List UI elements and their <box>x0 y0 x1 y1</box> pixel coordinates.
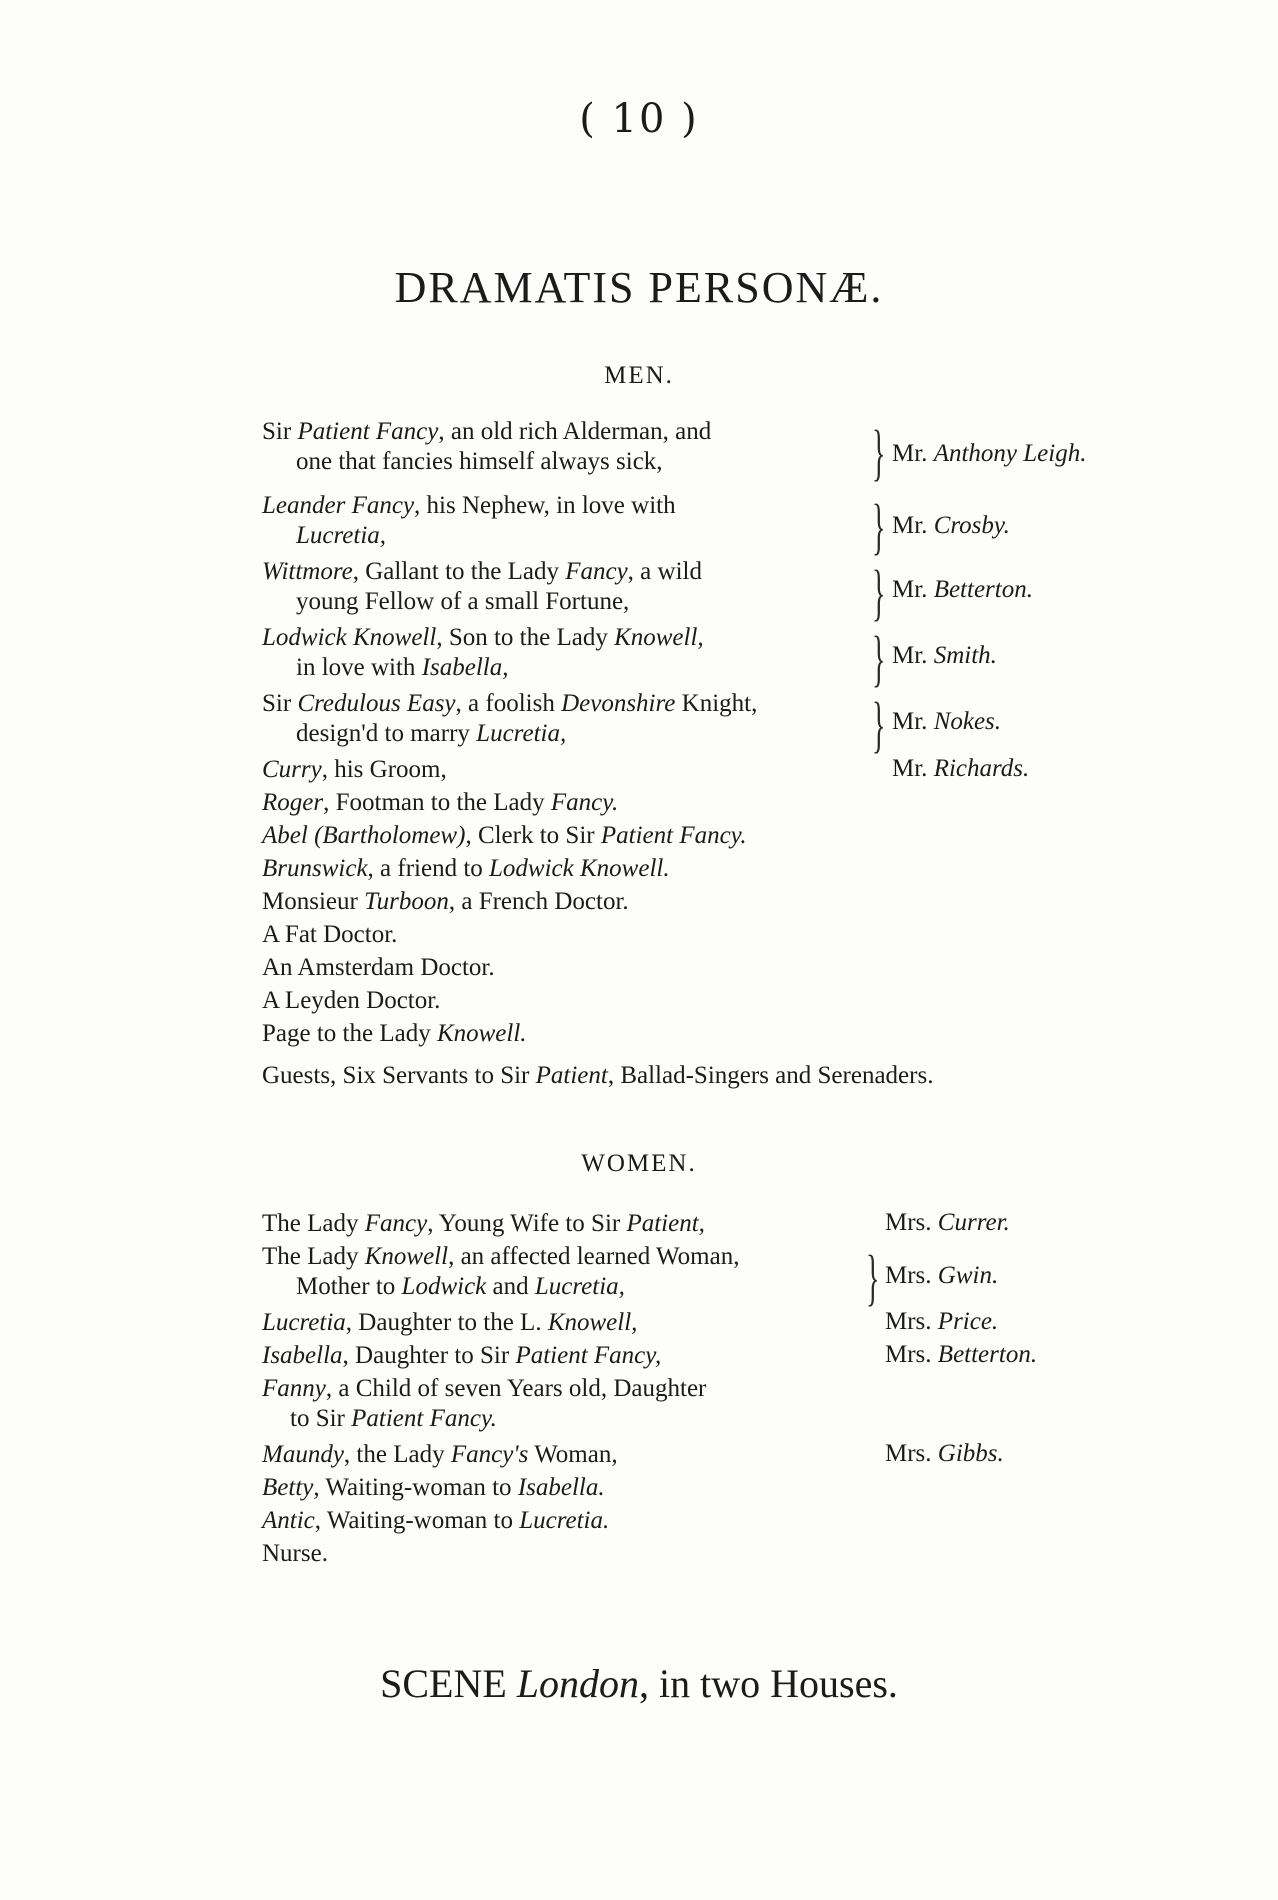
role-isabella: Isabella, Daughter to Sir Patient Fancy, <box>262 1342 662 1369</box>
actor-anthony-leigh: Mr. Anthony Leigh. <box>892 440 1087 467</box>
role-leander-fancy: Leander Fancy, his Nephew, in love with Lucretia, <box>262 492 676 549</box>
role-abel: Abel (Bartholomew), Clerk to Sir Patient Fancy. <box>262 822 747 849</box>
role-curry: Curry, his Groom, <box>262 756 447 783</box>
actor-price: Mrs. Price. <box>885 1308 999 1335</box>
role-sir-patient-fancy: Sir Patient Fancy, an old rich Alderman, and one that fancies himself always sick, <box>262 418 712 475</box>
role-lady-fancy: The Lady Fancy, Young Wife to Sir Patient, <box>262 1210 705 1237</box>
page-title: DRAMATIS PERSONÆ. <box>394 263 884 312</box>
brace: } <box>872 493 886 561</box>
page-number: ( 10 ) <box>579 96 699 142</box>
actor-nokes: Mr. Nokes. <box>892 708 1002 735</box>
role-amsterdam-doctor: An Amsterdam Doctor. <box>262 954 495 981</box>
brace: } <box>872 625 886 693</box>
role-betty: Betty, Waiting-woman to Isabella. <box>262 1474 605 1501</box>
role-maundy: Maundy, the Lady Fancy's Woman, <box>262 1441 618 1468</box>
role-page: Page to the Lady Knowell. <box>262 1020 527 1047</box>
role-lady-knowell: The Lady Knowell, an affected learned Woman, Mother to Lodwick and Lucretia, <box>262 1243 740 1300</box>
men-heading: MEN. <box>604 362 674 389</box>
brace: } <box>866 1244 880 1312</box>
actor-gibbs: Mrs. Gibbs. <box>885 1440 1004 1467</box>
women-heading: WOMEN. <box>581 1150 697 1177</box>
role-brunswick: Brunswick, a friend to Lodwick Knowell. <box>262 855 670 882</box>
role-leyden-doctor: A Leyden Doctor. <box>262 987 441 1014</box>
role-fanny: Fanny, a Child of seven Years old, Daughter to Sir Patient Fancy. <box>262 1375 707 1432</box>
actor-currer: Mrs. Currer. <box>885 1209 1010 1236</box>
actor-smith: Mr. Smith. <box>892 642 997 669</box>
brace: } <box>872 419 886 487</box>
role-sir-credulous-easy: Sir Credulous Easy, a foolish Devonshire Knight, design'd to marry Lucretia, <box>262 690 758 747</box>
actor-betterton-mrs: Mrs. Betterton. <box>885 1341 1038 1368</box>
scene-line: SCENE London, in two Houses. <box>380 1661 898 1706</box>
brace: } <box>872 559 886 627</box>
actor-richards: Mr. Richards. <box>892 755 1030 782</box>
role-monsieur-turboon: Monsieur Turboon, a French Doctor. <box>262 888 629 915</box>
brace: } <box>872 691 886 759</box>
actor-betterton: Mr. Betterton. <box>892 576 1033 603</box>
actor-gwin: Mrs. Gwin. <box>885 1262 999 1289</box>
role-lucretia: Lucretia, Daughter to the L. Knowell, <box>262 1309 638 1336</box>
role-fat-doctor: A Fat Doctor. <box>262 921 398 948</box>
role-antic: Antic, Waiting-woman to Lucretia. <box>262 1507 610 1534</box>
role-wittmore: Wittmore, Gallant to the Lady Fancy, a wild young Fellow of a small Fortune, <box>262 558 702 615</box>
role-roger: Roger, Footman to the Lady Fancy. <box>262 789 619 816</box>
actor-crosby: Mr. Crosby. <box>892 512 1010 539</box>
role-nurse: Nurse. <box>262 1540 328 1567</box>
role-lodwick-knowell: Lodwick Knowell, Son to the Lady Knowell, in love with Isabella, <box>262 624 704 681</box>
role-guests: Guests, Six Servants to Sir Patient, Ballad-Singers and Serenaders. <box>262 1062 934 1089</box>
